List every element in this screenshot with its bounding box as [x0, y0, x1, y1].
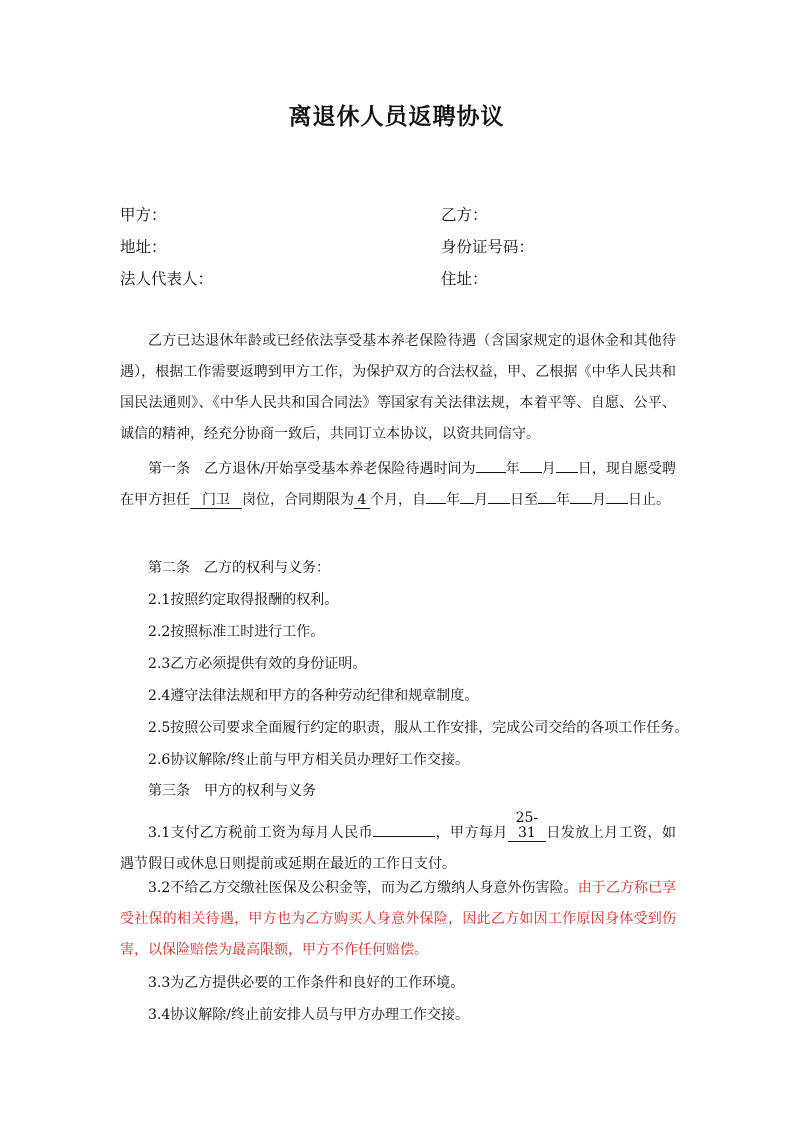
article-2-item: 2.5按照公司要求全面履行约定的职责，服从工作安排，完成公司交给的各项工作任务。: [148, 720, 689, 736]
legal-rep-label: 法人代表人：: [120, 270, 214, 288]
year-label: 年: [556, 492, 570, 508]
id-number-label: 身份证号码：: [441, 238, 535, 256]
article-1-paragraph: [120, 454, 676, 516]
article-3-item-3: 3.3为乙方提供必要的工作条件和良好的工作环境。: [148, 975, 465, 991]
position-field: 门卫: [190, 493, 242, 509]
year-label: 年: [446, 492, 460, 508]
article-1-text: 第一条 乙方退休/开始享受基本养老保险待遇时间为: [148, 461, 476, 477]
residence-label: 住址：: [441, 270, 488, 288]
article-1-text: 日止。: [628, 492, 670, 508]
from-year-blank: [426, 503, 446, 504]
party-b-label: 乙方：: [441, 206, 488, 224]
article-3-text: ，甲方每月: [435, 825, 508, 841]
start-day-blank: [556, 472, 578, 473]
month-label: 月: [541, 461, 556, 477]
article-2-heading: 第二条 乙方的权利与义务：: [148, 560, 330, 576]
start-year-blank: [476, 472, 506, 473]
month-label: 月: [474, 492, 488, 508]
from-month-blank: [460, 503, 474, 504]
document-title: 离退休人员返聘协议: [288, 104, 505, 130]
article-3-text: 3.2不给乙方交缴社医保及公积金等，而为乙方缴纳人身意外伤害险。: [148, 880, 578, 896]
from-day-blank: [488, 503, 510, 504]
year-label: 年: [505, 461, 520, 477]
highlighted-clause: 由于乙方称已享受社保的相关待遇，甲方也为乙方购买人身意外保险，因此乙方如因工作原因身体受到伤害，以保险赔偿为最高限额，甲方不作任何赔偿。: [120, 880, 677, 958]
article-3-text: 日发放上月工资，如遇节假日或休息日则提前或延期在最近的工作日支付。: [120, 825, 677, 872]
term-field: 4: [354, 493, 370, 509]
start-month-blank: [520, 472, 542, 473]
article-3-item-1: [120, 811, 676, 880]
article-1-text: 个月，自: [370, 492, 426, 508]
article-2-item: 2.6协议解除/终止前与甲方相关员办理好工作交接。: [148, 752, 469, 768]
to-month-blank: [570, 503, 592, 504]
party-a-label: 甲方：: [120, 206, 167, 224]
to-year-blank: [538, 503, 556, 504]
salary-blank: [373, 836, 435, 837]
article-1-text: 日至: [510, 492, 538, 508]
article-1-text: 日，现自愿受聘在甲方担任: [120, 461, 677, 508]
month-label: 月: [592, 492, 606, 508]
article-3-item-2: [120, 873, 676, 966]
preamble-paragraph: 乙方已达退休年龄或已经依法享受基本养老保险待遇（含国家规定的退休金和其他待遇），根据工作需要返聘到甲方工作，为保护双方的合法权益，甲、乙根据《中华人民共和国民法通则》、《中华人民共和国合同法》等国家有关法律法规，本着平等、自愿、公平、诚信的精神，经充分协商一致后，共同订立本协议，以资共同信守。: [120, 333, 676, 442]
article-3-text: 3.1支付乙方税前工资为每月人民币: [148, 825, 374, 841]
article-2-item: 2.3乙方必须提供有效的身份证明。: [148, 656, 367, 672]
article-3-item-4: 3.4协议解除/终止前安排人员与甲方办理工作交接。: [148, 1007, 469, 1023]
article-2-item: 2.4遵守法律法规和甲方的各种劳动纪律和规章制度。: [148, 688, 479, 704]
article-2-item: 2.2按照标准工时进行工作。: [148, 624, 325, 640]
article-3-heading: 第三条 甲方的权利与义务: [148, 783, 316, 799]
article-1-text: 岗位，合同期限为: [242, 492, 354, 508]
pay-day-field: 25-31: [508, 811, 546, 842]
article-2-item: 2.1按照约定取得报酬的权利。: [148, 592, 339, 608]
to-day-blank: [606, 503, 628, 504]
address-label: 地址：: [120, 238, 167, 256]
